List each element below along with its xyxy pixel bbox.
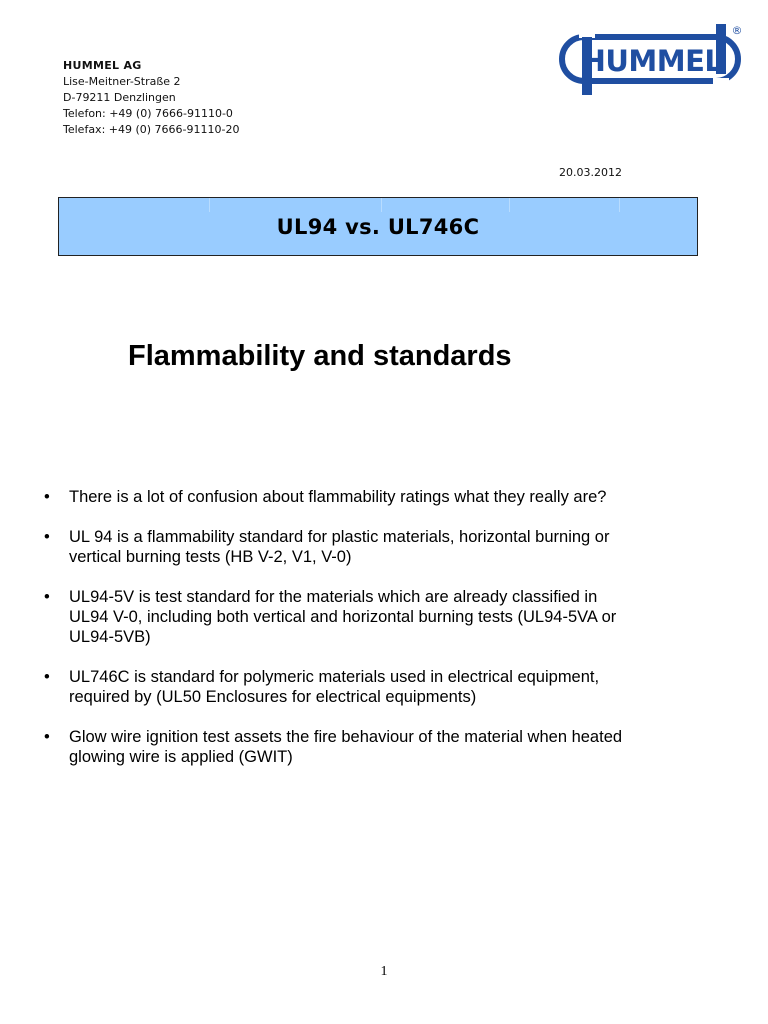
page-heading: Flammability and standards — [128, 340, 512, 372]
bullet-item — [44, 527, 724, 567]
bullet-marker: • — [44, 588, 50, 606]
bullet-marker: • — [44, 488, 50, 506]
title-box-divider — [381, 198, 382, 212]
title-box-divider — [209, 198, 210, 212]
bullet-item — [44, 667, 724, 707]
bullet-item — [44, 587, 724, 647]
logo-text: HUMMEL — [581, 44, 723, 78]
bullet-item — [44, 487, 724, 507]
document-date: 20.03.2012 — [559, 166, 622, 179]
bullet-line: glowing wire is applied (GWIT) — [69, 748, 293, 766]
hummel-logo — [556, 20, 746, 100]
bullet-marker: • — [44, 528, 50, 546]
bullet-marker: • — [44, 728, 50, 746]
city-address: D-79211 Denzlingen — [63, 91, 176, 104]
title-box-text: UL94 vs. UL746C — [276, 215, 480, 239]
street-address: Lise-Meitner-Straße 2 — [63, 75, 181, 88]
bullet-line: There is a lot of confusion about flammability ratings what they really are? — [69, 488, 607, 506]
registered-mark: ® — [731, 24, 743, 37]
bullet-line: vertical burning tests (HB V-2, V1, V-0) — [69, 548, 352, 566]
page-number: 1 — [380, 964, 388, 979]
bullet-line: UL746C is standard for polymeric materials used in electrical equipment, — [69, 668, 600, 686]
bullet-item — [44, 727, 724, 767]
bullet-line: required by (UL50 Enclosures for electrical equipments) — [69, 688, 477, 706]
bullet-line: UL94-5V is test standard for the materials which are already classified in — [69, 588, 598, 606]
bullet-line: UL94-5VB) — [69, 628, 151, 646]
bullet-line: UL 94 is a flammability standard for plastic materials, horizontal burning or — [69, 528, 610, 546]
letterhead-address — [63, 58, 239, 138]
company-name: HUMMEL AG — [63, 59, 142, 72]
hummel-logo-mark — [556, 20, 746, 100]
bullet-list — [44, 487, 724, 787]
title-box-divider — [619, 198, 620, 212]
title-box — [58, 197, 698, 256]
bullet-line: UL94 V-0, including both vertical and horizontal burning tests (UL94-5VA or — [69, 608, 617, 626]
bullet-marker: • — [44, 668, 50, 686]
fax-number: Telefax: +49 (0) 7666-91110-20 — [63, 123, 240, 136]
title-box-divider — [509, 198, 510, 212]
phone-number: Telefon: +49 (0) 7666-91110-0 — [63, 107, 233, 120]
bullet-line: Glow wire ignition test assets the fire behaviour of the material when heated — [69, 728, 623, 746]
